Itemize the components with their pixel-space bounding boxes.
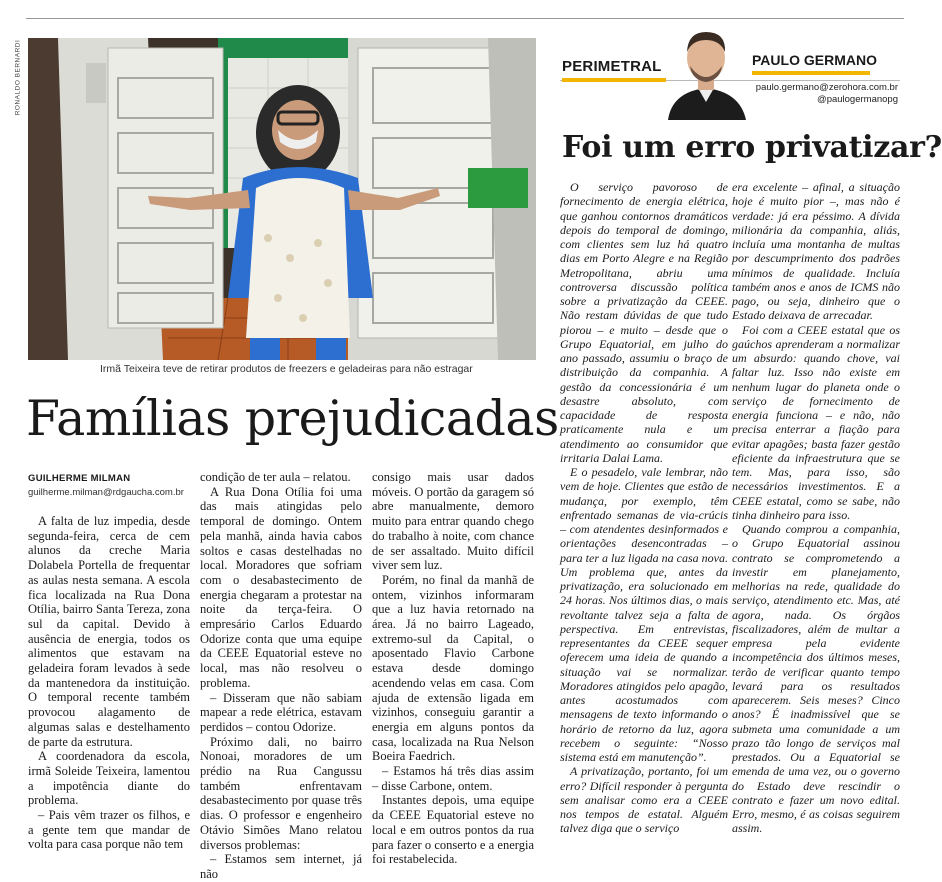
article-paragraph: – Estamos sem internet, já não xyxy=(200,852,362,881)
article-paragraph: A falta de luz impedia, desde segunda-feira, cerca de cem alunos da creche Maria Dolabela Portella de frequentar as aulas nesta semana. A escola fica localizada na Rua Dona Otília, bairro Santa Tereza, zona sul da capital. Devido à ausência de energia, todos os alimentos que estavam na geladeira foram levados à sede da mantenedora da instituição. O temporal recente também provocou alagamento de algumas salas e destelhamento de parte da estrutura. xyxy=(28,514,190,749)
news-photo xyxy=(28,38,536,360)
columnist-handle: @paulogermanopg xyxy=(817,94,898,105)
article-headline: Famílias prejudicadas xyxy=(26,390,559,447)
column-paragraph: era excelente – afinal, a situação hoje é muito pior –, mas não é verdade: já era péssimo. A dívida milionária da companhia, aliás, incluía uma montanha de multas por descumprimento dos padrões mínimos de qualidade. Incluía também anos e anos de ICMS não pago, ou seja, dinheiro que o Estado deixava de arrecadar. xyxy=(732,180,900,323)
columnist-accent-bar xyxy=(752,71,870,75)
article-paragraph: – Estamos há três dias assim – disse Carbone, ontem. xyxy=(372,764,534,793)
section-accent-bar xyxy=(562,78,666,82)
column-paragraph: Quando comprou a companhia, o Grupo Equatorial assinou contrato se comprometendo a investir em planejamento, melhorias na rede, qualidade do serviço, atendimento etc. Mas, até agora, nada. Os órgãos fiscalizadores, além de multar a empresa pela evidente incompetência dos últimos meses, terão de verificar quanto tempo levará para os resultados aparecerem. Seis meses? Cinco anos? É inadmissível que se submeta uma comunidade a um prazo tão longo de serviços mal prestados. Ou a Equatorial se emenda de uma vez, ou o governo do Estado deve rescindir o contrato e fazer um novo edital. Erro, mesmo, é as coisas seguirem assim. xyxy=(732,522,900,836)
photo-credit xyxy=(14,40,24,120)
article-paragraph: Próximo dali, no bairro Nonoai, moradores de um prédio na Rua Cangussu também enfrentavam desabastecimento por quase três dias. O professor e engenheiro Otávio Simões Mano relatou diversos problemas: xyxy=(200,734,362,852)
column-title: Foi um erro privatizar? xyxy=(562,130,942,165)
article-column-3 xyxy=(372,470,534,867)
column-paragraph: O serviço pavoroso de fornecimento de energia elétrica, que ganhou contornos dramáticos depois do temporal de domingo, com clientes sem luz há quatro dias em Porto Alegre e na Região Metropolitana, abriu uma controversa discussão política sobre a privatização da CEEE. Não restam dúvidas de que tudo piorou – e muito – desde que o Grupo Equatorial, em julho do ano passado, assumiu o braço de distribuição da companhia. A gestão da concessionária é um desastre absoluto, com capacidade de resposta praticamente nula e um atendimento ao consumidor que irritaria Dalai Lama. xyxy=(560,180,728,465)
article-paragraph: A coordenadora da escola, irmã Soleide Teixeira, lamentou a impotência diante do problema. xyxy=(28,749,190,808)
photo-credit-text: RONALDO BERNARDI xyxy=(14,39,22,116)
column-text-1 xyxy=(560,180,728,836)
columnist-photo xyxy=(660,22,752,120)
article-author: GUILHERME MILMAN xyxy=(28,473,131,484)
article-byline xyxy=(28,473,184,498)
article-column-2 xyxy=(200,470,362,882)
article-paragraph: – Pais vêm trazer os filhos, e a gente tem que mandar de volta para casa porque não tem xyxy=(28,808,190,852)
article-column-1 xyxy=(28,514,190,852)
columnist-email: paulo.germano@zerohora.com.br xyxy=(755,82,898,93)
photo-caption: Irmã Teixeira teve de retirar produtos de freezers e geladeiras para não estragar xyxy=(100,363,473,375)
column-paragraph: Foi com a CEEE estatal que os gaúchos aprenderam a normalizar um absurdo: quando chove, vai faltar luz. Isso não existe em nenhum lugar do planeta onde o serviço de fornecimento de energia funciona – e não, não precisa enterrar a fiação para evitar apagões; basta fazer gestão eficiente da infraestrutura que se tem. Mas, para isso, são necessários investimentos. E a CEEE estatal, como se sabe, não tinha dinheiro para isso. xyxy=(732,322,900,522)
article-paragraph: Instantes depois, uma equipe da CEEE Equatorial esteve no local e em outros pontos da rua para fazer o conserto e a energia foi restabelecida. xyxy=(372,793,534,867)
columnist-name: PAULO GERMANO xyxy=(752,52,877,68)
article-paragraph: condição de ter aula – relatou. xyxy=(200,470,351,484)
article-paragraph: A Rua Dona Otília foi uma das mais atingidas pelo temporal de domingo. Ontem pela manhã, ainda havia cabos soltos e casas destelhadas no local. Moradores que sofriam com o desabastecimento de energia chegaram a protestar na noite da terça-feira. O empresário Carlos Eduardo Odorize conta que uma equipe da CEEE Equatorial esteve no local, mas não resolveu o problema. xyxy=(200,484,362,690)
column-section-label: PERIMETRAL xyxy=(562,58,662,75)
column-paragraph: A privatização, portanto, foi um erro? Difícil responder à pergunta sem analisar como era a CEEE nos tempos de estatal. Alguém talvez diga que o serviço xyxy=(560,764,728,836)
column-text-2 xyxy=(732,180,900,836)
article-paragraph: Porém, no final da manhã de ontem, vizinhos informaram que a luz havia retornado na área. Já no bairro Lageado, extremo-sul da Capital, o aposentado Flavio Carbone estava desde domingo acendendo velas em casa. Com ajuda de extensão ligada em vizinhos, conseguiu garantir a energia em alguns pontos da casa, localizada na Rua Nelson Boeira Faedrich. xyxy=(372,572,534,764)
columnist-contact xyxy=(756,82,898,106)
column-paragraph: E o pesadelo, vale lembrar, não vem de hoje. Clientes que estão de mudança, por exemplo, têm enfrentado semanas de via-crúcis – com atendentes desinformados e orientações desencontradas – para ter a luz ligada na casa nova. Um problema que, antes da privatização, era solucionado em 24 horas. Nos últimos dias, o mais revoltante talvez seja a falta de perspectiva. Em entrevistas, representantes da CEEE sequer oferecem uma ideia de quando a situação vai se normalizar. Moradores atingidos pelo apagão, antes acostumados com mensagens de texto informando o horário de retorno da luz, agora recebem o seguinte: “Nosso sistema está em manutenção”. xyxy=(560,465,728,764)
top-rule xyxy=(26,18,904,19)
article-paragraph: consigo mais usar dados móveis. O portão da garagem só abre manualmente, demoro muito para entrar quando chego do trabalho à noite, com chance de ser assaltado. Muito difícil viver sem luz. xyxy=(372,470,534,573)
article-author-email: guilherme.milman@rdgaucha.com.br xyxy=(28,487,184,498)
article-paragraph: – Disseram que não sabiam mapear a rede elétrica, estavam perdidos – contou Odorize. xyxy=(200,690,362,734)
